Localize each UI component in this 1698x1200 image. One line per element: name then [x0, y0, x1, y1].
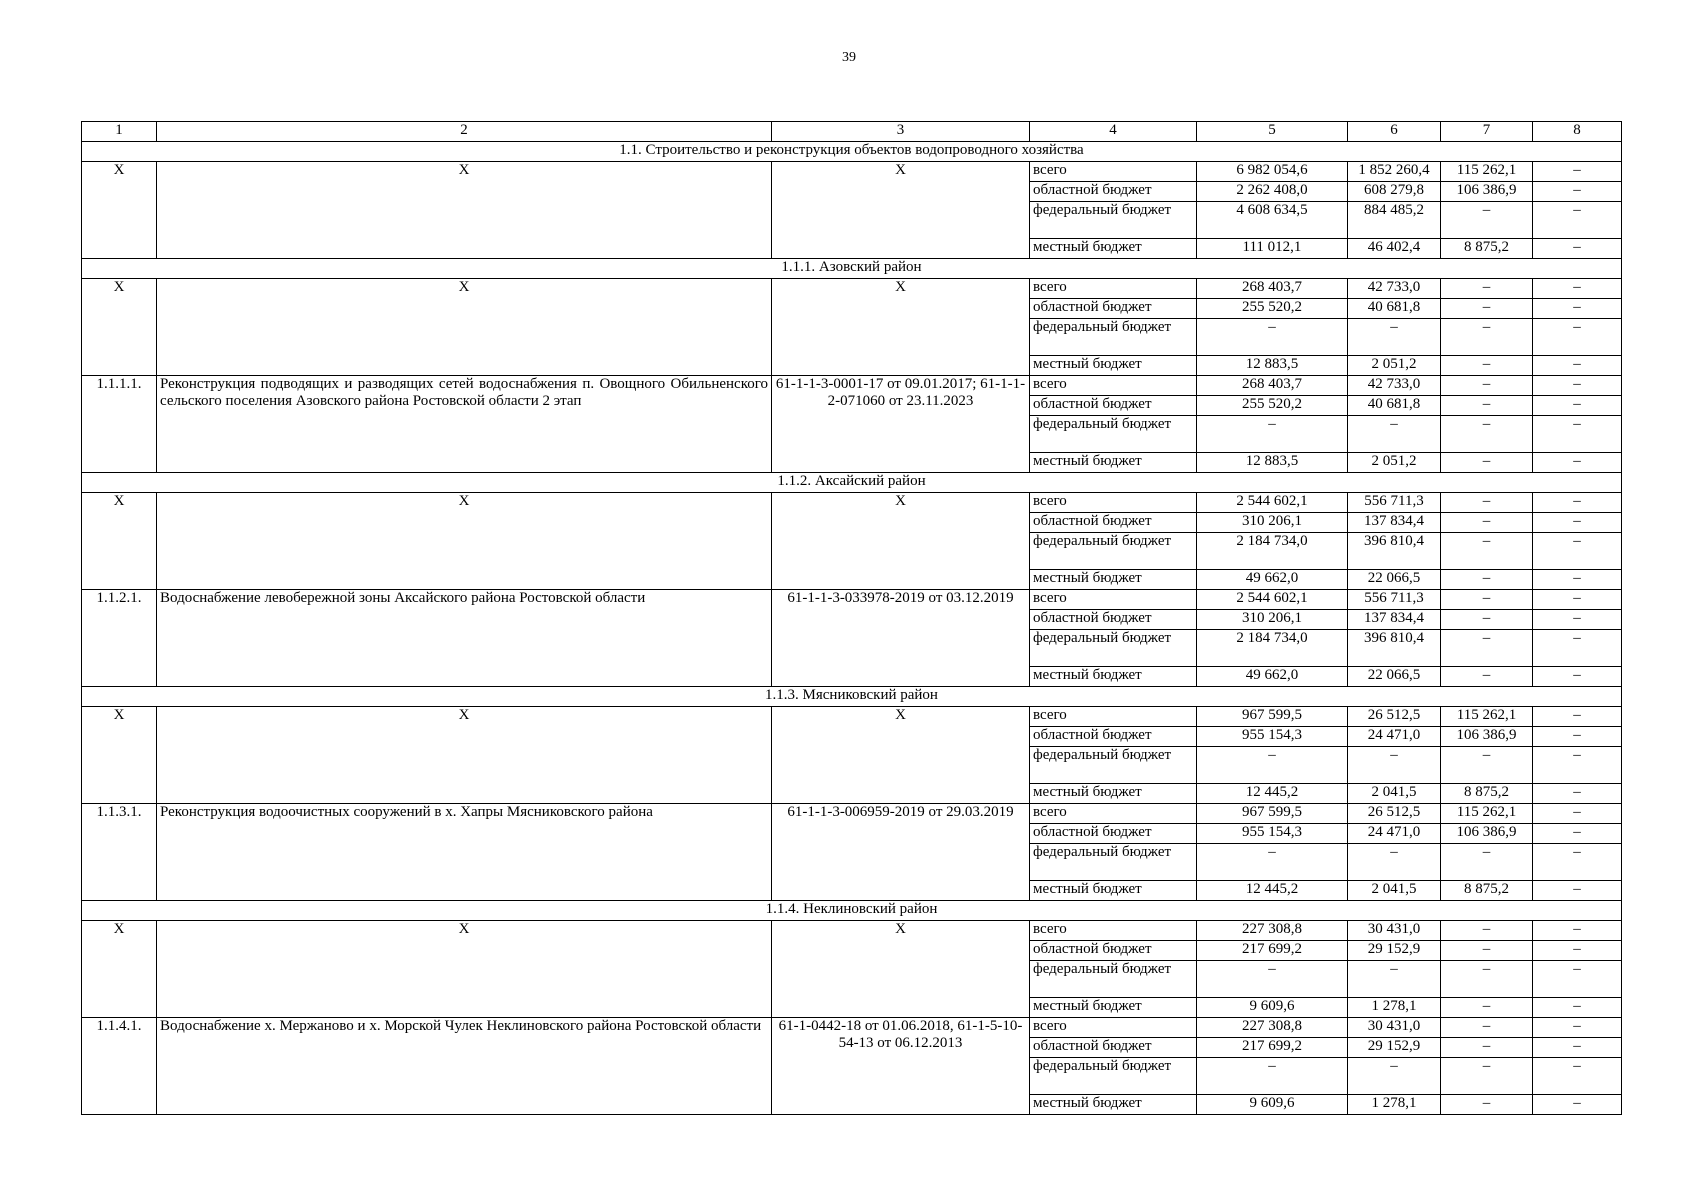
item-name: Реконструкция подводящих и разводящих сетей водоснабжения п. Овощного Обильненского сельского поселения Азовского района Ростовской области 2 этап — [157, 376, 772, 473]
value-cell: – — [1441, 1058, 1533, 1095]
value-cell: – — [1533, 202, 1622, 239]
section-title: 1.1. Строительство и реконструкция объектов водопроводного хозяйства — [82, 142, 1622, 162]
value-cell: 115 262,1 — [1441, 162, 1533, 182]
funding-source: областной бюджет — [1030, 182, 1197, 202]
funding-source: федеральный бюджет — [1030, 630, 1197, 667]
value-cell: – — [1441, 356, 1533, 376]
funding-source: федеральный бюджет — [1030, 416, 1197, 453]
value-cell: – — [1533, 376, 1622, 396]
value-cell: 111 012,1 — [1197, 239, 1348, 259]
value-cell: – — [1533, 610, 1622, 630]
value-cell: 2 051,2 — [1348, 453, 1441, 473]
value-cell: – — [1441, 533, 1533, 570]
funding-source: областной бюджет — [1030, 396, 1197, 416]
value-cell: 396 810,4 — [1348, 533, 1441, 570]
value-cell: 40 681,8 — [1348, 299, 1441, 319]
item-number: X — [82, 707, 157, 804]
funding-source: областной бюджет — [1030, 1038, 1197, 1058]
value-cell: 2 041,5 — [1348, 784, 1441, 804]
value-cell: – — [1197, 961, 1348, 998]
value-cell: 2 544 602,1 — [1197, 590, 1348, 610]
section-title-row — [82, 473, 1622, 493]
value-cell: 4 608 634,5 — [1197, 202, 1348, 239]
item-name: X — [157, 707, 772, 804]
funding-source: всего — [1030, 279, 1197, 299]
value-cell: 2 544 602,1 — [1197, 493, 1348, 513]
value-cell: – — [1533, 493, 1622, 513]
value-cell: – — [1533, 667, 1622, 687]
value-cell: – — [1348, 319, 1441, 356]
value-cell: 8 875,2 — [1441, 784, 1533, 804]
funding-source: всего — [1030, 493, 1197, 513]
value-cell: – — [1441, 998, 1533, 1018]
value-cell: 106 386,9 — [1441, 182, 1533, 202]
value-cell: 137 834,4 — [1348, 610, 1441, 630]
value-cell: – — [1533, 747, 1622, 784]
value-cell: 268 403,7 — [1197, 279, 1348, 299]
section-title: 1.1.2. Аксайский район — [82, 473, 1622, 493]
item-number: X — [82, 162, 157, 259]
value-cell: 2 184 734,0 — [1197, 630, 1348, 667]
header-cell: 4 — [1030, 122, 1197, 142]
funding-source: федеральный бюджет — [1030, 961, 1197, 998]
table-row — [82, 279, 1622, 299]
value-cell: – — [1533, 1058, 1622, 1095]
value-cell: – — [1197, 1058, 1348, 1095]
value-cell: – — [1197, 416, 1348, 453]
funding-source: федеральный бюджет — [1030, 1058, 1197, 1095]
table-row — [82, 1018, 1622, 1038]
value-cell: 115 262,1 — [1441, 707, 1533, 727]
value-cell: 9 609,6 — [1197, 1095, 1348, 1115]
value-cell: 967 599,5 — [1197, 804, 1348, 824]
value-cell: – — [1441, 747, 1533, 784]
value-cell: – — [1533, 319, 1622, 356]
value-cell: – — [1441, 941, 1533, 961]
value-cell: 217 699,2 — [1197, 941, 1348, 961]
item-number: 1.1.1.1. — [82, 376, 157, 473]
value-cell: 115 262,1 — [1441, 804, 1533, 824]
funding-source: всего — [1030, 804, 1197, 824]
value-cell: – — [1533, 630, 1622, 667]
item-document: 61-1-1-3-006959-2019 от 29.03.2019 — [772, 804, 1030, 901]
value-cell: – — [1441, 1095, 1533, 1115]
value-cell: 2 041,5 — [1348, 881, 1441, 901]
header-cell: 2 — [157, 122, 772, 142]
funding-source: местный бюджет — [1030, 570, 1197, 590]
item-document: X — [772, 279, 1030, 376]
value-cell: 1 278,1 — [1348, 998, 1441, 1018]
value-cell: 29 152,9 — [1348, 1038, 1441, 1058]
funding-source: местный бюджет — [1030, 453, 1197, 473]
value-cell: 8 875,2 — [1441, 881, 1533, 901]
funding-source: местный бюджет — [1030, 1095, 1197, 1115]
value-cell: – — [1533, 396, 1622, 416]
value-cell: – — [1533, 279, 1622, 299]
value-cell: – — [1533, 881, 1622, 901]
value-cell: 42 733,0 — [1348, 279, 1441, 299]
funding-source: местный бюджет — [1030, 239, 1197, 259]
value-cell: – — [1533, 1095, 1622, 1115]
value-cell: – — [1441, 590, 1533, 610]
value-cell: – — [1533, 239, 1622, 259]
value-cell: – — [1533, 416, 1622, 453]
header-cell: 1 — [82, 122, 157, 142]
value-cell: – — [1533, 824, 1622, 844]
value-cell: 2 051,2 — [1348, 356, 1441, 376]
item-document: 61-1-0442-18 от 01.06.2018, 61-1-5-10-54-13 от 06.12.2013 — [772, 1018, 1030, 1115]
value-cell: 24 471,0 — [1348, 727, 1441, 747]
value-cell: 49 662,0 — [1197, 570, 1348, 590]
value-cell: – — [1441, 1038, 1533, 1058]
value-cell: – — [1348, 1058, 1441, 1095]
item-number: X — [82, 921, 157, 1018]
funding-source: федеральный бюджет — [1030, 202, 1197, 239]
header-row — [82, 122, 1622, 142]
header-cell: 6 — [1348, 122, 1441, 142]
item-name: X — [157, 279, 772, 376]
item-name: X — [157, 162, 772, 259]
funding-source: областной бюджет — [1030, 824, 1197, 844]
value-cell: 26 512,5 — [1348, 804, 1441, 824]
value-cell: 556 711,3 — [1348, 590, 1441, 610]
header-cell: 8 — [1533, 122, 1622, 142]
value-cell: – — [1533, 533, 1622, 570]
funding-source: всего — [1030, 921, 1197, 941]
value-cell: – — [1533, 1038, 1622, 1058]
value-cell: 310 206,1 — [1197, 513, 1348, 533]
value-cell: 608 279,8 — [1348, 182, 1441, 202]
value-cell: 255 520,2 — [1197, 396, 1348, 416]
section-title-row — [82, 901, 1622, 921]
header-cell: 5 — [1197, 122, 1348, 142]
value-cell: 6 982 054,6 — [1197, 162, 1348, 182]
header-cell: 7 — [1441, 122, 1533, 142]
value-cell: 26 512,5 — [1348, 707, 1441, 727]
value-cell: – — [1441, 319, 1533, 356]
value-cell: – — [1441, 1018, 1533, 1038]
value-cell: – — [1348, 416, 1441, 453]
section-title: 1.1.4. Неклиновский район — [82, 901, 1622, 921]
value-cell: – — [1533, 707, 1622, 727]
item-document: X — [772, 493, 1030, 590]
item-number: X — [82, 279, 157, 376]
funding-source: всего — [1030, 1018, 1197, 1038]
value-cell: 227 308,8 — [1197, 1018, 1348, 1038]
funding-source: областной бюджет — [1030, 299, 1197, 319]
value-cell: – — [1441, 630, 1533, 667]
value-cell: – — [1533, 590, 1622, 610]
value-cell: 24 471,0 — [1348, 824, 1441, 844]
item-name: Водоснабжение х. Мержаново и х. Морской Чулек Неклиновского района Ростовской области — [157, 1018, 772, 1115]
value-cell: – — [1533, 727, 1622, 747]
value-cell: 30 431,0 — [1348, 921, 1441, 941]
value-cell: 2 262 408,0 — [1197, 182, 1348, 202]
funding-source: местный бюджет — [1030, 881, 1197, 901]
funding-source: федеральный бюджет — [1030, 319, 1197, 356]
section-title-row — [82, 687, 1622, 707]
table-row — [82, 162, 1622, 182]
value-cell: – — [1533, 1018, 1622, 1038]
funding-source: всего — [1030, 162, 1197, 182]
table-row — [82, 493, 1622, 513]
value-cell: 106 386,9 — [1441, 727, 1533, 747]
funding-source: местный бюджет — [1030, 784, 1197, 804]
value-cell: – — [1533, 570, 1622, 590]
value-cell: 12 883,5 — [1197, 356, 1348, 376]
section-title-row — [82, 142, 1622, 162]
value-cell: – — [1533, 513, 1622, 533]
value-cell: 106 386,9 — [1441, 824, 1533, 844]
value-cell: 12 445,2 — [1197, 881, 1348, 901]
item-number: 1.1.3.1. — [82, 804, 157, 901]
value-cell: – — [1533, 998, 1622, 1018]
value-cell: 227 308,8 — [1197, 921, 1348, 941]
value-cell: – — [1533, 182, 1622, 202]
value-cell: – — [1533, 804, 1622, 824]
value-cell: 22 066,5 — [1348, 667, 1441, 687]
table-row — [82, 707, 1622, 727]
item-name: Реконструкция водоочистных сооружений в х. Хапры Мясниковского района — [157, 804, 772, 901]
value-cell: 2 184 734,0 — [1197, 533, 1348, 570]
funding-source: федеральный бюджет — [1030, 844, 1197, 881]
page-number: 39 — [842, 50, 856, 65]
value-cell: 30 431,0 — [1348, 1018, 1441, 1038]
value-cell: 396 810,4 — [1348, 630, 1441, 667]
value-cell: – — [1197, 319, 1348, 356]
value-cell: – — [1533, 844, 1622, 881]
value-cell: – — [1441, 453, 1533, 473]
value-cell: 955 154,3 — [1197, 824, 1348, 844]
item-document: 61-1-1-3-033978-2019 от 03.12.2019 — [772, 590, 1030, 687]
value-cell: – — [1441, 279, 1533, 299]
value-cell: 49 662,0 — [1197, 667, 1348, 687]
funding-source: областной бюджет — [1030, 941, 1197, 961]
value-cell: 955 154,3 — [1197, 727, 1348, 747]
item-number: X — [82, 493, 157, 590]
value-cell: – — [1197, 844, 1348, 881]
value-cell: – — [1441, 376, 1533, 396]
value-cell: – — [1441, 202, 1533, 239]
funding-source: всего — [1030, 707, 1197, 727]
value-cell: 40 681,8 — [1348, 396, 1441, 416]
value-cell: – — [1348, 961, 1441, 998]
item-document: X — [772, 162, 1030, 259]
item-name: X — [157, 921, 772, 1018]
value-cell: – — [1441, 416, 1533, 453]
value-cell: – — [1348, 747, 1441, 784]
value-cell: – — [1441, 667, 1533, 687]
item-name: Водоснабжение левобережной зоны Аксайского района Ростовской области — [157, 590, 772, 687]
value-cell: 310 206,1 — [1197, 610, 1348, 630]
value-cell: 12 445,2 — [1197, 784, 1348, 804]
value-cell: – — [1441, 921, 1533, 941]
value-cell: – — [1197, 747, 1348, 784]
value-cell: – — [1533, 921, 1622, 941]
value-cell: 8 875,2 — [1441, 239, 1533, 259]
value-cell: 12 883,5 — [1197, 453, 1348, 473]
value-cell: – — [1533, 356, 1622, 376]
funding-source: местный бюджет — [1030, 667, 1197, 687]
value-cell: 1 278,1 — [1348, 1095, 1441, 1115]
value-cell: – — [1441, 396, 1533, 416]
value-cell: 255 520,2 — [1197, 299, 1348, 319]
funding-source: всего — [1030, 376, 1197, 396]
value-cell: – — [1441, 844, 1533, 881]
table-row — [82, 921, 1622, 941]
table-row — [82, 590, 1622, 610]
table-row — [82, 376, 1622, 396]
value-cell: – — [1533, 961, 1622, 998]
funding-source: всего — [1030, 590, 1197, 610]
value-cell: 268 403,7 — [1197, 376, 1348, 396]
funding-source: областной бюджет — [1030, 727, 1197, 747]
funding-source: местный бюджет — [1030, 356, 1197, 376]
value-cell: – — [1348, 844, 1441, 881]
value-cell: – — [1533, 299, 1622, 319]
item-document: X — [772, 707, 1030, 804]
value-cell: 967 599,5 — [1197, 707, 1348, 727]
value-cell: – — [1441, 299, 1533, 319]
value-cell: 42 733,0 — [1348, 376, 1441, 396]
table-row — [82, 804, 1622, 824]
item-number: 1.1.4.1. — [82, 1018, 157, 1115]
value-cell: – — [1441, 961, 1533, 998]
value-cell: – — [1441, 610, 1533, 630]
funding-source: федеральный бюджет — [1030, 747, 1197, 784]
value-cell: – — [1533, 784, 1622, 804]
section-title-row — [82, 259, 1622, 279]
value-cell: 556 711,3 — [1348, 493, 1441, 513]
value-cell: – — [1441, 513, 1533, 533]
value-cell: – — [1533, 162, 1622, 182]
funding-source: местный бюджет — [1030, 998, 1197, 1018]
value-cell: – — [1533, 941, 1622, 961]
value-cell: – — [1441, 493, 1533, 513]
budget-table — [81, 121, 1622, 1115]
funding-source: областной бюджет — [1030, 513, 1197, 533]
value-cell: 29 152,9 — [1348, 941, 1441, 961]
value-cell: 884 485,2 — [1348, 202, 1441, 239]
value-cell: 217 699,2 — [1197, 1038, 1348, 1058]
item-name: X — [157, 493, 772, 590]
funding-source: федеральный бюджет — [1030, 533, 1197, 570]
value-cell: 137 834,4 — [1348, 513, 1441, 533]
value-cell: 9 609,6 — [1197, 998, 1348, 1018]
funding-source: областной бюджет — [1030, 610, 1197, 630]
header-cell: 3 — [772, 122, 1030, 142]
section-title: 1.1.1. Азовский район — [82, 259, 1622, 279]
value-cell: 46 402,4 — [1348, 239, 1441, 259]
section-title: 1.1.3. Мясниковский район — [82, 687, 1622, 707]
item-number: 1.1.2.1. — [82, 590, 157, 687]
value-cell: – — [1533, 453, 1622, 473]
value-cell: – — [1441, 570, 1533, 590]
item-document: X — [772, 921, 1030, 1018]
value-cell: 22 066,5 — [1348, 570, 1441, 590]
value-cell: 1 852 260,4 — [1348, 162, 1441, 182]
item-document: 61-1-1-3-0001-17 от 09.01.2017; 61-1-1-2-071060 от 23.11.2023 — [772, 376, 1030, 473]
